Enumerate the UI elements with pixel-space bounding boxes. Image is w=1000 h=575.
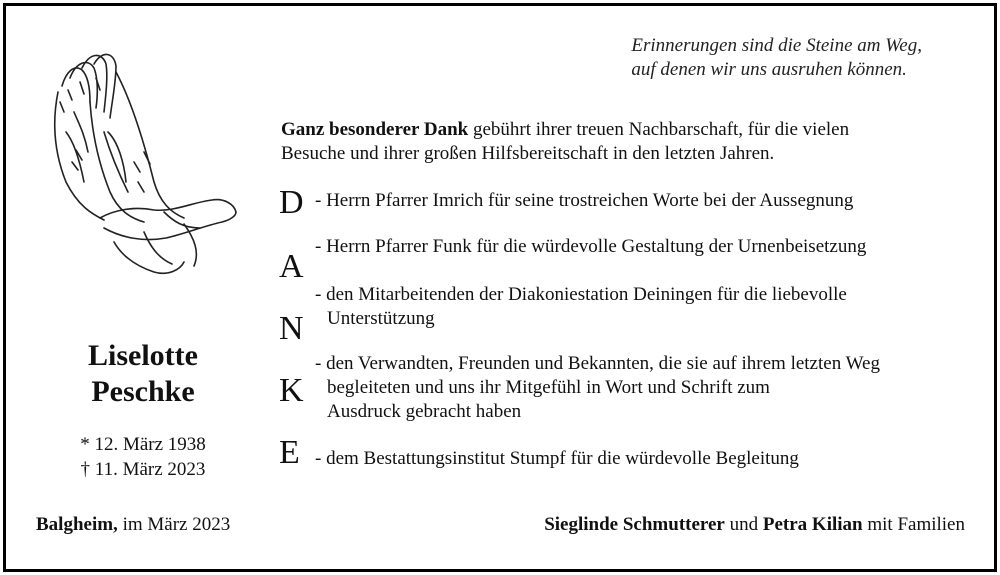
- family-suffix: mit Familien: [862, 514, 965, 535]
- thanks-item: [315, 447, 975, 471]
- acrostic-letter: D: [279, 184, 304, 221]
- thanks-line: - dem Bestattungsinstitut Stumpf für die würdevolle Begleitung: [315, 448, 799, 469]
- first-name: Liselotte: [88, 339, 198, 372]
- conjunction: und: [724, 514, 763, 535]
- thanks-intro: [281, 118, 961, 166]
- acrostic-letter: N: [279, 310, 304, 347]
- thanks-item: [315, 283, 975, 331]
- intro-bold: Ganz besonderer Dank: [281, 119, 469, 140]
- praying-hands-icon: [44, 42, 240, 278]
- thanks-item: [315, 352, 975, 424]
- thanks-line: Ausdruck gebracht haben: [327, 401, 522, 422]
- quote-line-2: auf denen wir uns ausruhen können.: [631, 59, 907, 80]
- place: Balgheim,: [36, 514, 118, 535]
- intro-line-2: Besuche und ihrer großen Hilfsbereitschaft in den letzten Jahren.: [281, 143, 775, 164]
- thanks-line: - den Verwandten, Freunden und Bekannten, die sie auf ihrem letzten Weg: [315, 353, 880, 374]
- quote-line-1: Erinnerungen sind die Steine am Weg,: [631, 35, 922, 56]
- acrostic-letter: K: [279, 372, 304, 409]
- thanks-item: [315, 189, 975, 213]
- death-date: † 11. März 2023: [80, 459, 206, 480]
- thanks-line: - Herrn Pfarrer Funk für die würdevolle Gestaltung der Urnenbeisetzung: [315, 236, 867, 257]
- signatory-2: Petra Kilian: [762, 514, 863, 535]
- intro-rest: gebührt ihrer treuen Nachbarschaft, für die vielen: [468, 119, 850, 140]
- deceased-name: [40, 338, 246, 410]
- signatory-1: Sieglinde Schmutterer: [544, 514, 725, 535]
- place-date: [36, 513, 230, 537]
- thanks-line: begleiteten und uns ihr Mitgefühl in Wort und Schrift zum: [327, 377, 770, 398]
- last-name: Peschke: [91, 375, 195, 408]
- birth-date: * 12. März 1938: [80, 434, 206, 455]
- life-dates: [40, 432, 246, 482]
- thanks-line: Unterstützung: [327, 308, 435, 329]
- acrostic-letter: E: [279, 434, 300, 471]
- acrostic-letter: A: [279, 248, 304, 285]
- signatories: [544, 513, 965, 537]
- thanks-item: [315, 235, 975, 259]
- thanks-line: - Herrn Pfarrer Imrich für seine trostreichen Worte bei der Aussegnung: [315, 190, 854, 211]
- thanks-line: - den Mitarbeitenden der Diakoniestation Deiningen für die liebevolle: [315, 284, 847, 305]
- date: im März 2023: [117, 514, 231, 535]
- quote: [631, 34, 922, 82]
